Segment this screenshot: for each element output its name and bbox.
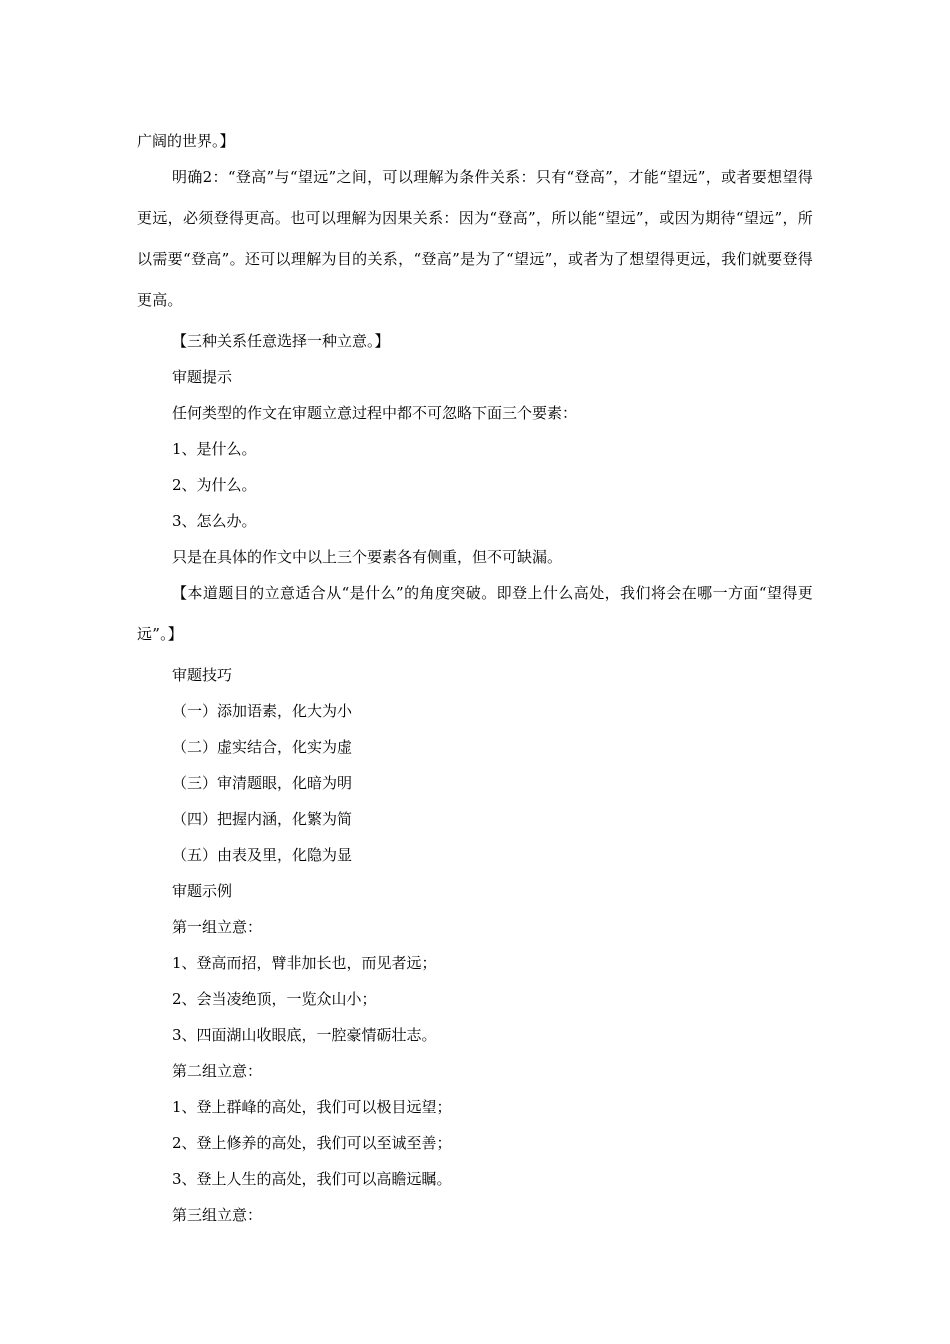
list-item: （二）虚实结合，化实为虚	[172, 738, 353, 756]
list-item: （四）把握内涵，化繁为简	[172, 810, 353, 828]
paragraph-note-angle: 【本道题目的立意适合从“是什么”的角度突破。即登上什么高处，我们将会在哪一方面“望得更远”。】	[137, 584, 813, 643]
group-heading: 第一组立意：	[172, 918, 263, 936]
document-body	[137, 121, 813, 1231]
list-item: 3、登上人生的高处，我们可以高瞻远瞩。	[172, 1170, 452, 1188]
heading-topic-skills: 审题技巧	[172, 666, 233, 684]
list-item: （五）由表及里，化隐为显	[172, 846, 353, 864]
group-heading: 第二组立意：	[172, 1062, 263, 1080]
list-item: 1、登上群峰的高处，我们可以极目远望；	[172, 1098, 452, 1116]
list-item: 2、为什么。	[172, 476, 257, 494]
heading-topic-examples: 审题示例	[172, 882, 233, 900]
list-item: 3、四面湖山收眼底，一腔豪情砺壮志。	[172, 1026, 437, 1044]
paragraph-three-elements: 任何类型的作文在审题立意过程中都不可忽略下面三个要素：	[172, 404, 578, 422]
list-item: 2、登上修养的高处，我们可以至诚至善；	[172, 1134, 452, 1152]
list-item: 3、怎么办。	[172, 512, 257, 530]
paragraph-continuation: 广阔的世界。】	[137, 132, 235, 150]
paragraph-emphasis: 只是在具体的作文中以上三个要素各有侧重，但不可缺漏。	[172, 548, 563, 566]
group-heading: 第三组立意：	[172, 1206, 263, 1224]
list-item: 1、登高而招，臂非加长也，而见者远；	[172, 954, 437, 972]
paragraph-note-relations: 【三种关系任意选择一种立意。】	[172, 332, 390, 350]
list-item: 2、会当凌绝顶，一览众山小；	[172, 990, 377, 1008]
list-item: （三）审清题眼，化暗为明	[172, 774, 353, 792]
paragraph-clarification-2: 明确2：“登高”与“望远”之间，可以理解为条件关系：只有“登高”，才能“望远”，或者要想望得更远，必须登得更高。也可以理解为因果关系：因为“登高”，所以能“望远”，或因为期待“望远”，所以需要“登高”。还可以理解为目的关系，“登高”是为了“望远”，或者为了想望得更远，我们就要登得更高。	[137, 168, 813, 309]
list-item: （一）添加语素，化大为小	[172, 702, 353, 720]
heading-topic-hints: 审题提示	[172, 368, 233, 386]
list-item: 1、是什么。	[172, 440, 257, 458]
